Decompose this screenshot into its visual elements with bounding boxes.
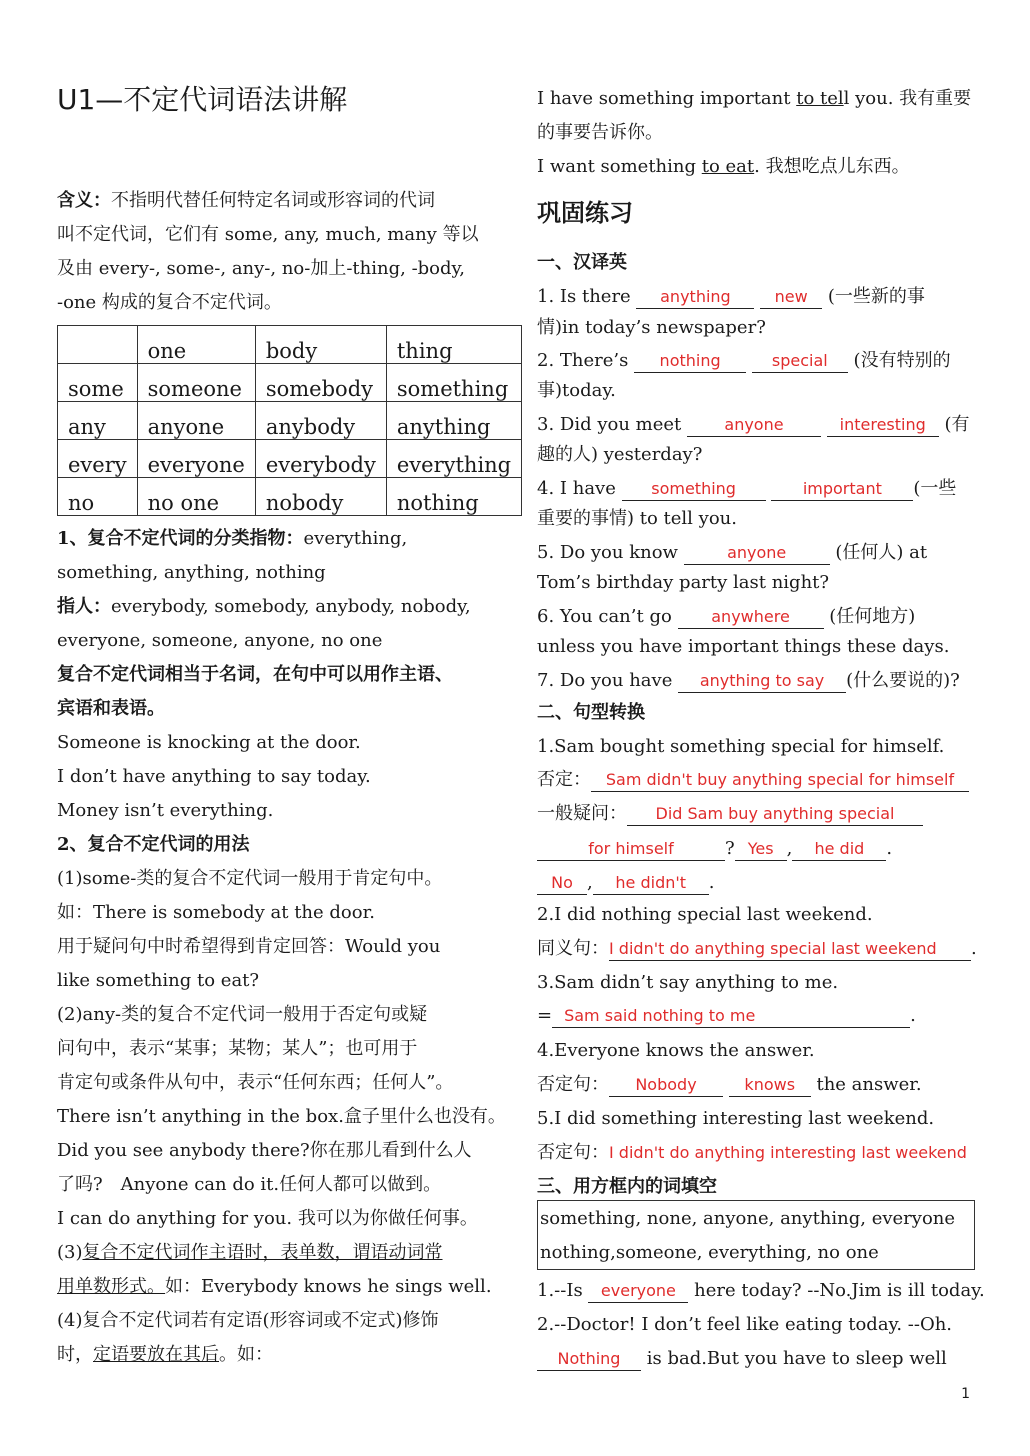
transform-sentence: 1.Sam bought something special for himself. [537, 736, 945, 757]
table-cell: everybody [255, 440, 386, 478]
example-sentence: Money isn’t everything. [57, 800, 274, 821]
question-6-cont: unless you have important things these days. [537, 636, 950, 657]
transform-answer-line: = Sam said nothing to me . [537, 1005, 916, 1026]
answer-blank[interactable]: Sam didn't buy anything special for himself [591, 769, 969, 792]
fill-question-1: 1.--Is everyone here today? --No.Jim is ill today. [537, 1280, 985, 1301]
usage-line: 用单数形式。如：Everybody knows he sings well. [57, 1276, 492, 1297]
section1-note-2: 宾语和表语。 [57, 698, 165, 719]
answer-blank[interactable]: No [537, 872, 587, 895]
transform-answer-line: 否定句：I didn't do anything interesting last weekend [537, 1136, 987, 1170]
usage-line: 用于疑问句中时希望得到肯定回答：Would you [57, 936, 441, 957]
section1-note-1: 复合不定代词相当于名词，在句中可以用作主语、 [57, 664, 453, 685]
usage-line: 时，定语要放在其后。如： [57, 1344, 273, 1365]
part2-heading: 二、句型转换 [537, 702, 645, 723]
question-4-cont: 重要的事情) to tell you. [537, 508, 737, 529]
table-header-row [58, 326, 522, 364]
usage-line: (4)复合不定代词若有定语(形容词或不定式)修饰 [57, 1310, 439, 1331]
answer-blank[interactable]: important [771, 478, 913, 501]
answer-blank[interactable]: anyone [687, 414, 821, 437]
table-cell: no one [137, 478, 255, 516]
table-cell: nobody [255, 478, 386, 516]
example-sentence: I have something important to tell you. 我有重要 [537, 88, 972, 109]
transform-answer-line: 同义句：I didn't do anything special last weekend . [537, 938, 977, 959]
usage-line: like something to eat? [57, 970, 260, 991]
answer-blank[interactable]: knows [729, 1074, 811, 1097]
meaning-line-2: 叫不定代词，它们有 some, any, much, many 等以 [57, 224, 479, 245]
transform-sentence: 5.I did something interesting last weekend. [537, 1108, 935, 1129]
page-title: U1—不定代词语法讲解 [57, 83, 348, 116]
question-5: 5. Do you know anyone (任何人) at [537, 542, 928, 563]
word-box-line: nothing,someone, everything, no one [540, 1242, 879, 1263]
transform-sentence: 4.Everyone knows the answer. [537, 1040, 815, 1061]
table-cell: every [58, 440, 138, 478]
word-box [537, 1200, 975, 1270]
meaning-line-3: 及由 every-, some-, any-, no-加上-thing, -body, [57, 258, 466, 279]
answer-blank[interactable]: I didn't do anything interesting last weekend [609, 1143, 967, 1162]
section1-things: something, anything, nothing [57, 562, 326, 583]
question-3: 3. Did you meet anyone interesting (有 [537, 414, 970, 435]
transform-answer-line: for himself ? Yes , he did . [537, 832, 892, 866]
fill-question-2-cont: Nothing is bad.But you have to sleep well [537, 1342, 947, 1376]
answer-blank[interactable]: he didn't [593, 872, 709, 895]
transform-answer-line: No , he didn't . [537, 866, 714, 900]
answer-blank[interactable]: everyone [588, 1280, 688, 1303]
table-cell: everyone [137, 440, 255, 478]
question-1: 1. Is there anything new (一些新的事 [537, 286, 925, 307]
part3-heading: 三、用方框内的词填空 [537, 1176, 717, 1197]
answer-blank[interactable]: anyone [684, 542, 830, 565]
meaning-line-1: 含义：不指明代替任何特定名词或形容词的代词 [57, 190, 435, 211]
usage-line: I can do anything for you. 我可以为你做任何事。 [57, 1208, 478, 1229]
page-number: 1 [961, 1386, 970, 1402]
practice-heading: 巩固练习 [537, 199, 633, 227]
meaning-line-4: -one 构成的复合不定代词。 [57, 292, 282, 313]
answer-blank[interactable]: Nothing [537, 1348, 641, 1371]
example-translation: 的事要告诉你。 [537, 122, 663, 143]
answer-blank[interactable]: new [760, 286, 822, 309]
answer-blank[interactable]: anything [636, 286, 754, 309]
table-cell: somebody [255, 364, 386, 402]
usage-line: 肯定句或条件从句中，表示“任何东西；任何人”。 [57, 1072, 454, 1093]
answer-blank[interactable]: he did [792, 838, 886, 861]
question-5-cont: Tom’s birthday party last night? [537, 572, 830, 593]
question-2-cont: 事)today. [537, 380, 616, 401]
word-box-line: something, none, anyone, anything, everyone [540, 1208, 956, 1229]
table-cell: one [137, 326, 255, 364]
answer-blank[interactable]: something [622, 478, 766, 501]
question-4: 4. I have something important (一些 [537, 478, 957, 499]
answer-blank[interactable]: Nobody [609, 1074, 723, 1097]
question-6: 6. You can’t go anywhere (任何地方) [537, 606, 916, 627]
table-cell: body [255, 326, 386, 364]
answer-blank[interactable]: special [752, 350, 848, 373]
table-cell: someone [137, 364, 255, 402]
answer-blank[interactable]: I didn't do anything special last weekend [609, 938, 971, 961]
answer-blank[interactable]: anything to say [678, 670, 846, 693]
table-row [58, 440, 522, 478]
table-cell: some [58, 364, 138, 402]
table-cell: something [386, 364, 521, 402]
part1-heading: 一、汉译英 [537, 252, 627, 273]
example-sentence: I don’t have anything to say today. [57, 766, 371, 787]
section1-people-2: everyone, someone, anyone, no one [57, 630, 383, 651]
transform-sentence: 2.I did nothing special last weekend. [537, 904, 873, 925]
table-cell: nothing [386, 478, 521, 516]
question-1-cont: 情)in today’s newspaper? [537, 317, 766, 338]
table-cell [58, 326, 138, 364]
table-row [58, 402, 522, 440]
usage-line: (3)复合不定代词作主语时，表单数，谓语动词常 [57, 1242, 443, 1263]
answer-blank[interactable]: Sam said nothing to me [552, 1005, 910, 1028]
answer-blank[interactable]: for himself [537, 838, 725, 861]
table-cell: anybody [255, 402, 386, 440]
table-cell: anything [386, 402, 521, 440]
table-cell: anyone [137, 402, 255, 440]
usage-line: (1)some-类的复合不定代词一般用于肯定句中。 [57, 868, 443, 889]
section1-heading: 1、复合不定代词的分类指物：everything, [57, 528, 408, 549]
meaning-label: 含义： [57, 190, 111, 211]
answer-blank[interactable]: anywhere [678, 606, 824, 629]
answer-blank[interactable]: Yes [735, 838, 787, 861]
table-row [58, 364, 522, 402]
usage-line: There isn’t anything in the box.盒子里什么也没有。 [57, 1106, 506, 1127]
example-sentence: Someone is knocking at the door. [57, 732, 361, 753]
table-row [58, 478, 522, 516]
transform-sentence: 3.Sam didn’t say anything to me. [537, 972, 839, 993]
answer-blank[interactable]: nothing [634, 350, 746, 373]
usage-line: (2)any-类的复合不定代词一般用于否定句或疑 [57, 1004, 428, 1025]
section2-heading: 2、复合不定代词的用法 [57, 834, 250, 855]
table-cell: no [58, 478, 138, 516]
answer-blank[interactable]: Did Sam buy anything special [627, 803, 923, 826]
usage-line: 了吗? Anyone can do it.任何人都可以做到。 [57, 1174, 442, 1195]
section1-people: 指人：everybody, somebody, anybody, nobody, [57, 596, 471, 617]
question-7: 7. Do you have anything to say (什么要说的)? [537, 670, 960, 691]
example-sentence: I want something to eat. 我想吃点儿东西。 [537, 156, 910, 177]
table-cell: everything [386, 440, 521, 478]
table-cell: any [58, 402, 138, 440]
usage-line: Did you see anybody there?你在那儿看到什么人 [57, 1140, 472, 1161]
pronoun-table [57, 325, 522, 516]
usage-line: 如：There is somebody at the door. [57, 902, 375, 923]
usage-line: 问句中，表示“某事；某物；某人”；也可用于 [57, 1038, 418, 1059]
question-2: 2. There’s nothing special (没有特别的 [537, 350, 951, 371]
transform-answer-line: 否定： Sam didn't buy anything special for himself [537, 763, 969, 797]
fill-question-2: 2.--Doctor! I don’t feel like eating today. --Oh. [537, 1314, 953, 1335]
answer-blank[interactable]: interesting [827, 414, 939, 437]
table-cell: thing [386, 326, 521, 364]
transform-answer-line: 一般疑问： Did Sam buy anything special [537, 797, 923, 831]
transform-answer-line: 否定句： Nobody knows the answer. [537, 1074, 922, 1095]
question-3-cont: 趣的人) yesterday? [537, 444, 703, 465]
